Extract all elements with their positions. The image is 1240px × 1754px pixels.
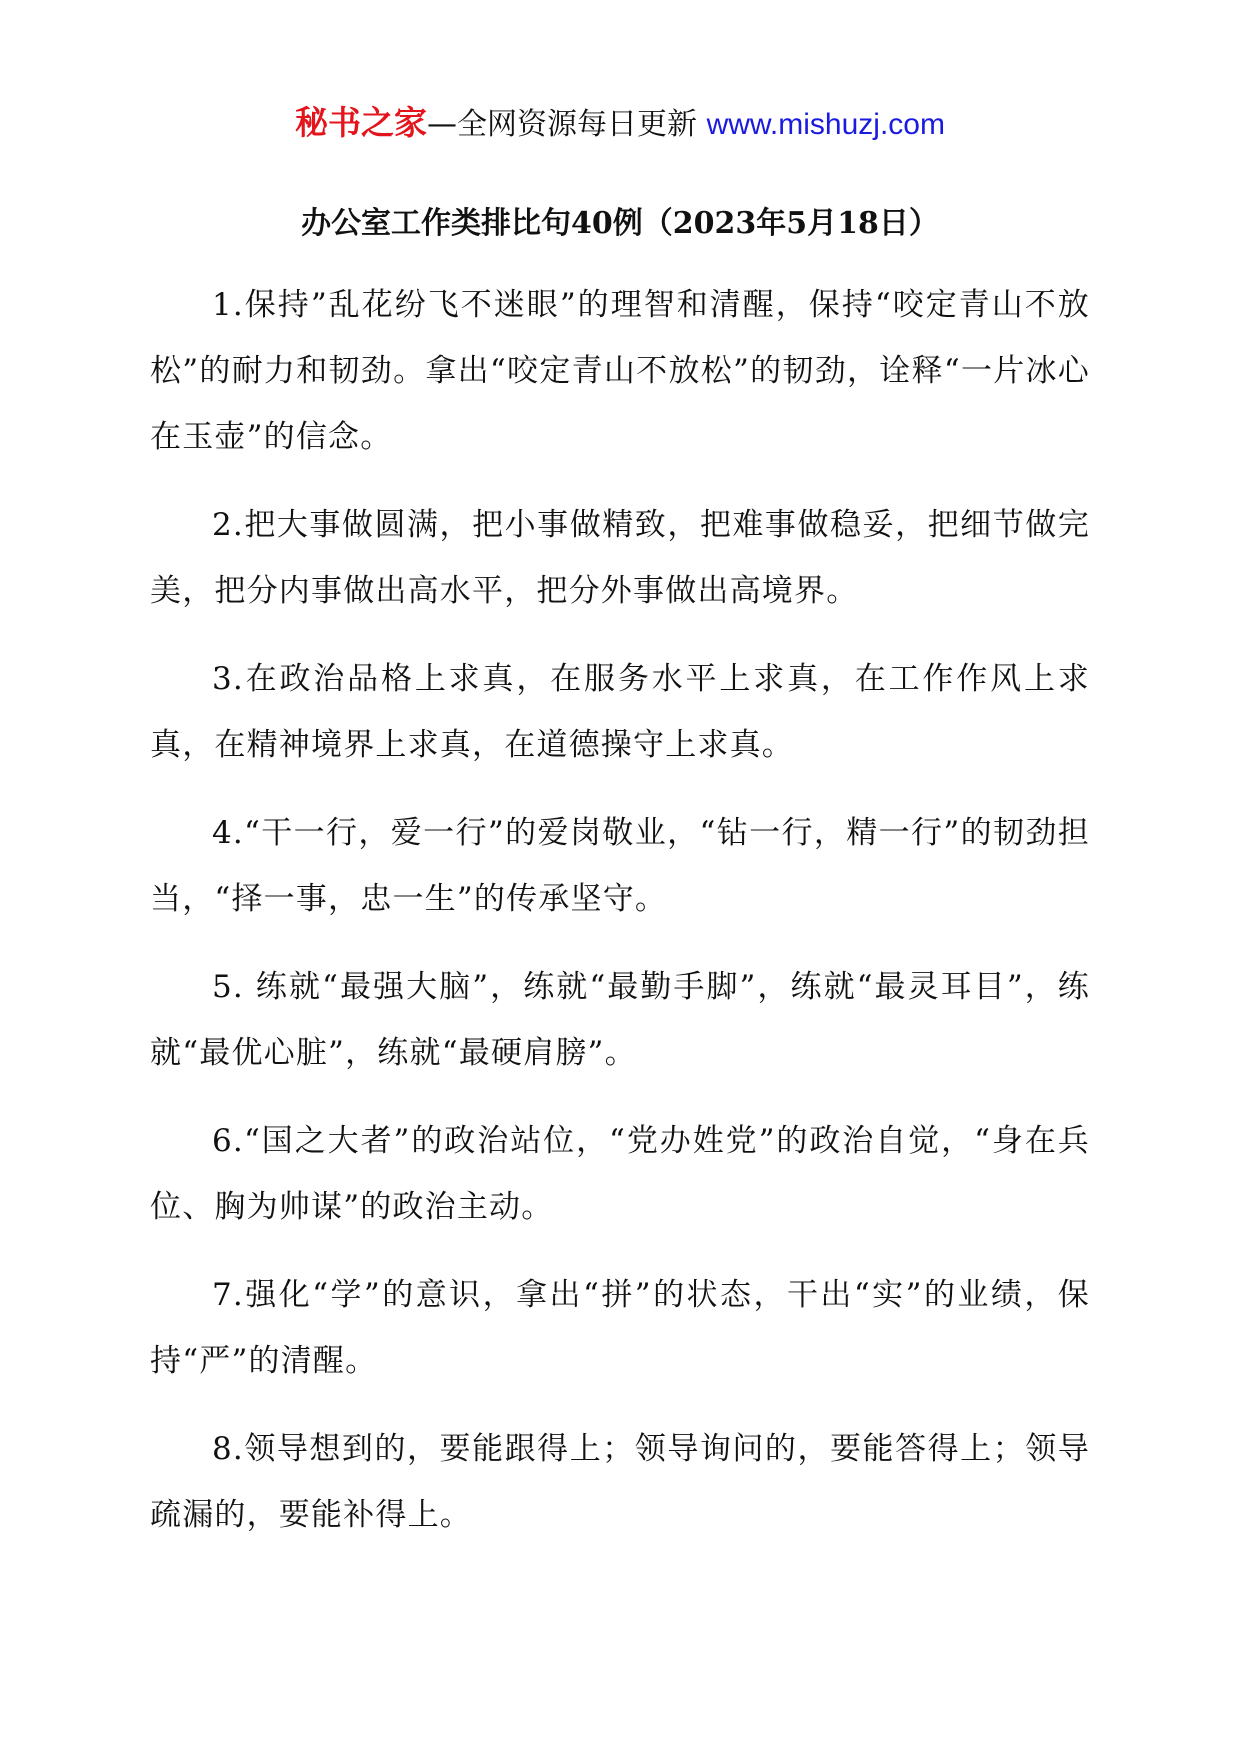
document-body: [150, 272, 1090, 1570]
paragraph-6: 6.“国之大者”的政治站位，“党办姓党”的政治自觉，“身在兵位、胸为帅谋”的政治主动。: [150, 1123, 1090, 1225]
document-title: 办公室工作类排比句40例（2023年5月18日）: [301, 206, 939, 241]
paragraph-3: 3.在政治品格上求真，在服务水平上求真，在工作作风上求真，在精神境界上求真，在道德操守上求真。: [150, 661, 1090, 763]
site-brand: 秘书之家: [295, 103, 428, 142]
paragraph-8: 8.领导想到的，要能跟得上；领导询问的，要能答得上；领导疏漏的，要能补得上。: [150, 1431, 1090, 1533]
site-tagline: —全网资源每日更新: [427, 107, 698, 142]
site-header: [0, 98, 1240, 150]
paragraph-7: 7.强化“学”的意识，拿出“拼”的状态，干出“实”的业绩，保持“严”的清醒。: [150, 1277, 1090, 1379]
paragraph-5: 5. 练就“最强大脑”，练就“最勤手脚”，练就“最灵耳目”，练就“最优心脏”，练就“最硬肩膀”。: [150, 969, 1090, 1071]
paragraph-4: 4.“干一行，爱一行”的爱岗敬业，“钻一行，精一行”的韧劲担当，“择一事，忠一生”的传承坚守。: [150, 815, 1090, 917]
site-url-link[interactable]: www.mishuzj.com: [706, 108, 945, 141]
paragraph-1: 1.保持”乱花纷飞不迷眼”的理智和清醒，保持“咬定青山不放松”的耐力和韧劲。拿出“咬定青山不放松”的韧劲，诠释“一片冰心在玉壶”的信念。: [150, 287, 1090, 455]
paragraph-2: 2.把大事做圆满，把小事做精致，把难事做稳妥，把细节做完美，把分内事做出高水平，把分外事做出高境界。: [150, 507, 1090, 609]
